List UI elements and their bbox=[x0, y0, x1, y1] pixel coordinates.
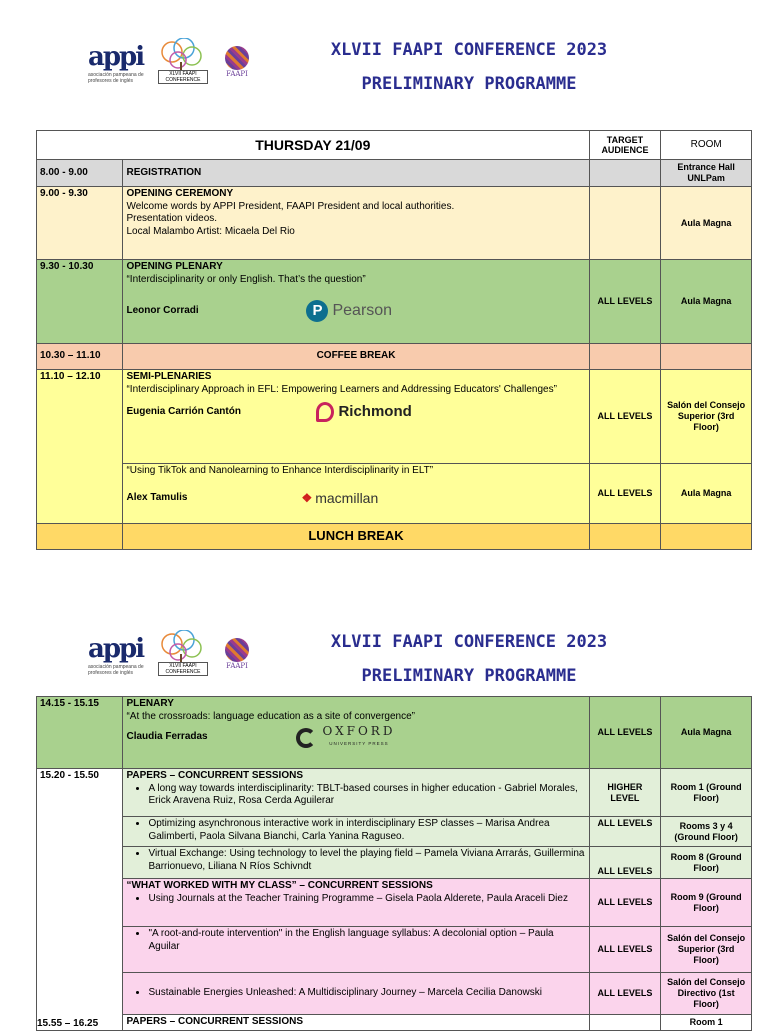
session-line: Local Malambo Artist: Micaela Del Rio bbox=[126, 225, 295, 237]
table-row bbox=[37, 160, 752, 187]
table-row bbox=[37, 524, 752, 550]
room-cell: Salón del Consejo Directivo (1st Floor) bbox=[661, 973, 752, 1015]
logos-group bbox=[88, 38, 258, 98]
room-cell: Room 9 (Ground Floor) bbox=[661, 879, 752, 927]
session-cell bbox=[123, 927, 589, 973]
table-row bbox=[37, 817, 752, 847]
faapi-disc-icon bbox=[225, 638, 249, 662]
room-cell: Entrance Hall UNLPam bbox=[661, 160, 752, 187]
programme-subtitle: PRELIMINARY PROGRAMME bbox=[361, 666, 577, 686]
session-line: Presentation videos. bbox=[126, 213, 218, 224]
room-cell: Aula Magna bbox=[661, 464, 752, 524]
session-title: OPENING CEREMONY bbox=[126, 188, 234, 199]
page-header-2 bbox=[0, 630, 768, 700]
table-row bbox=[37, 187, 752, 260]
list-item: • Optimizing asynchronous interactive work in interdisciplinary ESP classes – Marisa Andrea Galimberti, Paola Silvana Bianchi, Carla Yanina Raguseo. bbox=[148, 818, 585, 843]
session-cell bbox=[123, 697, 589, 769]
time-cell: 10.30 – 11.10 bbox=[37, 344, 123, 370]
audience-cell: ALL LEVELS bbox=[589, 697, 661, 769]
speaker-name: Leonor Corradi bbox=[126, 304, 199, 316]
table-row bbox=[37, 973, 752, 1015]
programme-table-afternoon bbox=[36, 696, 752, 1031]
audience-cell bbox=[589, 524, 661, 550]
session-cell bbox=[123, 187, 589, 260]
time-cell: 14.15 - 15.15 bbox=[37, 697, 123, 769]
table-row bbox=[37, 879, 752, 927]
time-cell bbox=[37, 524, 123, 550]
session-cell bbox=[123, 464, 589, 524]
audience-cell bbox=[589, 187, 661, 260]
audience-cell: ALL LEVELS bbox=[589, 370, 661, 464]
table-row bbox=[37, 260, 752, 344]
time-cell: 15.55 – 16.25 bbox=[37, 1018, 99, 1029]
macmillan-logo: ❖ macmillan bbox=[301, 489, 379, 506]
session-title: COFFEE BREAK bbox=[123, 344, 589, 370]
talk-title: “Using TikTok and Nanolearning to Enhance Interdisciplinarity in ELT” bbox=[126, 465, 434, 476]
table-row bbox=[37, 927, 752, 973]
session-title: PLENARY bbox=[126, 698, 174, 709]
page-header-1 bbox=[0, 38, 768, 108]
audience-cell bbox=[589, 160, 661, 187]
audience-cell bbox=[589, 1015, 661, 1031]
room-cell: Aula Magna bbox=[661, 697, 752, 769]
session-line: Welcome words by APPI President, FAAPI President and local authorities. bbox=[126, 200, 455, 212]
session-title: “WHAT WORKED WITH MY CLASS” – CONCURRENT SESSIONS bbox=[126, 880, 433, 891]
room-cell: Room 8 (Ground Floor) bbox=[661, 847, 752, 879]
appi-logo: appi asociación pampeana de profesores de inglés bbox=[88, 42, 144, 84]
conference-logo-label: XLVII FAAPI CONFERENCE bbox=[158, 662, 208, 676]
session-cell bbox=[123, 847, 589, 879]
table-row bbox=[37, 769, 752, 817]
room-cell: Salón del Consejo Superior (3rd Floor) bbox=[661, 927, 752, 973]
session-cell bbox=[123, 817, 589, 847]
oxford-logo: OXFORD UNIVERSITY PRESS bbox=[296, 725, 395, 750]
session-cell bbox=[123, 973, 589, 1015]
audience-cell: HIGHER LEVEL bbox=[589, 769, 661, 817]
speaker-name: Claudia Ferradas bbox=[126, 731, 208, 743]
audience-cell: ALL LEVELS bbox=[589, 973, 661, 1015]
list-item: • Using Journals at the Teacher Training Programme – Gisela Paola Alderete, Paula Araceli Diez bbox=[148, 893, 585, 906]
faapi-logo: FAAPI bbox=[222, 46, 252, 78]
appi-logo: appi asociación pampeana de profesores de inglés bbox=[88, 634, 144, 676]
list-item: • "A root-and-route intervention" in the English language syllabus: A decolonial option – Paula Aguilar bbox=[148, 928, 585, 953]
time-cell: 15.20 - 15.50 bbox=[37, 769, 123, 1031]
table-row bbox=[37, 697, 752, 769]
list-item: • A long way towards interdisciplinarity: TBLT-based courses in higher education - Gabriel Morales, Erick Aravena Ruiz, Rosa Cerda Aguilerar bbox=[148, 783, 585, 808]
session-title: OPENING PLENARY bbox=[126, 261, 223, 272]
list-item: • Sustainable Energies Unleashed: A Multidisciplinary Journey – Marcela Cecilia Danowski bbox=[148, 987, 585, 1000]
richmond-logo: Richmond bbox=[316, 402, 411, 422]
room-header: ROOM bbox=[661, 131, 752, 160]
faapi-logo: FAAPI bbox=[222, 638, 252, 670]
session-cell bbox=[123, 260, 589, 344]
programme-subtitle: PRELIMINARY PROGRAMME bbox=[361, 74, 577, 94]
speaker-name: Alex Tamulis bbox=[126, 491, 188, 503]
oxford-ring-icon bbox=[296, 728, 316, 748]
pearson-p-icon: P bbox=[306, 300, 328, 322]
room-cell: Aula Magna bbox=[661, 187, 752, 260]
table-row bbox=[37, 370, 752, 464]
audience-cell: ALL LEVELS bbox=[589, 817, 661, 847]
table-row bbox=[37, 1015, 752, 1031]
table-row bbox=[37, 847, 752, 879]
session-cell bbox=[123, 769, 589, 817]
session-title: REGISTRATION bbox=[123, 160, 589, 187]
conference-logo-label: XLVII FAAPI CONFERENCE bbox=[158, 70, 208, 84]
audience-cell: ALL LEVELS bbox=[589, 260, 661, 344]
table-row bbox=[37, 344, 752, 370]
room-cell: Aula Magna bbox=[661, 260, 752, 344]
day-heading: THURSDAY 21/09 bbox=[37, 131, 590, 160]
pearson-logo: P Pearson bbox=[306, 300, 392, 322]
time-cell: 9.30 - 10.30 bbox=[37, 260, 123, 344]
audience-cell: ALL LEVELS bbox=[589, 847, 661, 879]
talk-title: “Interdisciplinary Approach in EFL: Empowering Learners and Addressing Educators' Challenges” bbox=[126, 383, 557, 395]
list-item: • Virtual Exchange: Using technology to level the playing field – Pamela Viviana Arrarás, Guillermina Barrionuevo, Liliana N Ríos Schivndt bbox=[148, 848, 585, 873]
macmillan-mark-icon: ❖ bbox=[301, 490, 313, 505]
talk-title: “At the crossroads: language education as a site of convergence” bbox=[126, 710, 415, 722]
session-cell bbox=[123, 370, 589, 464]
session-title: PAPERS – CONCURRENT SESSIONS bbox=[123, 1015, 589, 1031]
time-cell: 9.00 - 9.30 bbox=[37, 187, 123, 260]
room-cell: Room 1 bbox=[661, 1015, 752, 1031]
room-cell: Room 1 (Ground Floor) bbox=[661, 769, 752, 817]
audience-cell: ALL LEVELS bbox=[589, 464, 661, 524]
talk-title: “Interdisciplinarity or only English. That’s the question” bbox=[126, 273, 366, 285]
audience-cell: ALL LEVELS bbox=[589, 879, 661, 927]
table-header-row bbox=[37, 131, 752, 160]
logos-group bbox=[88, 630, 258, 690]
room-cell bbox=[661, 524, 752, 550]
table-row bbox=[37, 464, 752, 524]
faapi-disc-icon bbox=[225, 46, 249, 70]
audience-cell bbox=[589, 344, 661, 370]
richmond-r-icon bbox=[316, 402, 334, 422]
conference-title: XLVII FAAPI CONFERENCE 2023 bbox=[330, 40, 608, 60]
audience-cell: ALL LEVELS bbox=[589, 927, 661, 973]
time-cell: 11.10 – 12.10 bbox=[37, 370, 123, 524]
session-title: PAPERS – CONCURRENT SESSIONS bbox=[126, 770, 303, 781]
speaker-name: Eugenia Carrión Cantón bbox=[126, 405, 241, 417]
session-title: LUNCH BREAK bbox=[123, 524, 589, 550]
conference-title: XLVII FAAPI CONFERENCE 2023 bbox=[330, 632, 608, 652]
room-cell: Salón del Consejo Superior (3rd Floor) bbox=[661, 370, 752, 464]
target-audience-header: TARGET AUDIENCE bbox=[589, 131, 661, 160]
room-cell bbox=[661, 344, 752, 370]
session-cell bbox=[123, 879, 589, 927]
programme-table-thursday bbox=[36, 130, 752, 550]
session-title: SEMI-PLENARIES bbox=[126, 371, 212, 382]
time-cell: 8.00 - 9.00 bbox=[37, 160, 123, 187]
room-cell: Rooms 3 y 4 (Ground Floor) bbox=[661, 817, 752, 847]
